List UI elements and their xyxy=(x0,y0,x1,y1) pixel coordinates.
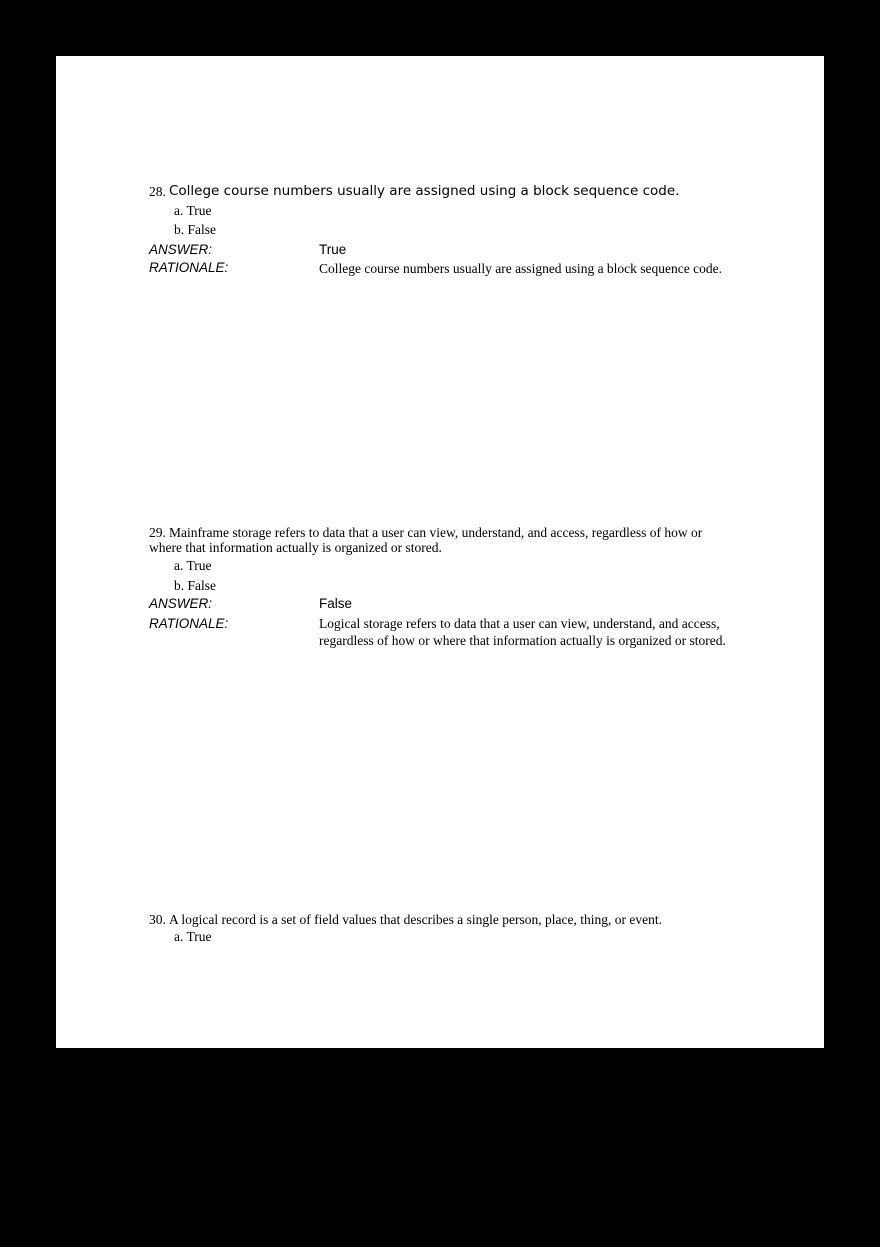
answer-label: ANSWER: xyxy=(149,242,213,257)
option-a: a. True xyxy=(174,203,212,218)
rationale-text: Logical storage refers to data that a user can view, understand, and access, regardless of how or where that information actually is organized or stored. xyxy=(319,616,726,648)
rationale-text: College course numbers usually are assigned using a block sequence code. xyxy=(319,261,723,276)
question-number: 29. xyxy=(149,525,166,540)
answer-label: ANSWER: xyxy=(149,596,213,611)
rationale-label: RATIONALE: xyxy=(149,616,229,631)
question-stem: College course numbers usually are assigned using a block sequence code. xyxy=(169,183,680,199)
question-stem-line2: where that information actually is organized or stored. xyxy=(149,540,442,555)
question-number: 30. xyxy=(149,912,166,927)
option-b: b. False xyxy=(174,222,216,237)
option-b: b. False xyxy=(174,578,216,593)
answer-value: True xyxy=(319,242,347,257)
rationale-label: RATIONALE: xyxy=(149,260,229,275)
question-number: 28. xyxy=(149,184,166,199)
question-stem-line1: Mainframe storage refers to data that a user can view, understand, and access, regardless of how or xyxy=(169,525,703,540)
option-a: a. True xyxy=(174,558,212,573)
question-stem: A logical record is a set of field values that describes a single person, place, thing, or event. xyxy=(169,912,662,927)
answer-value: False xyxy=(319,596,353,611)
option-a: a. True xyxy=(174,929,212,944)
document-page xyxy=(56,56,824,1048)
